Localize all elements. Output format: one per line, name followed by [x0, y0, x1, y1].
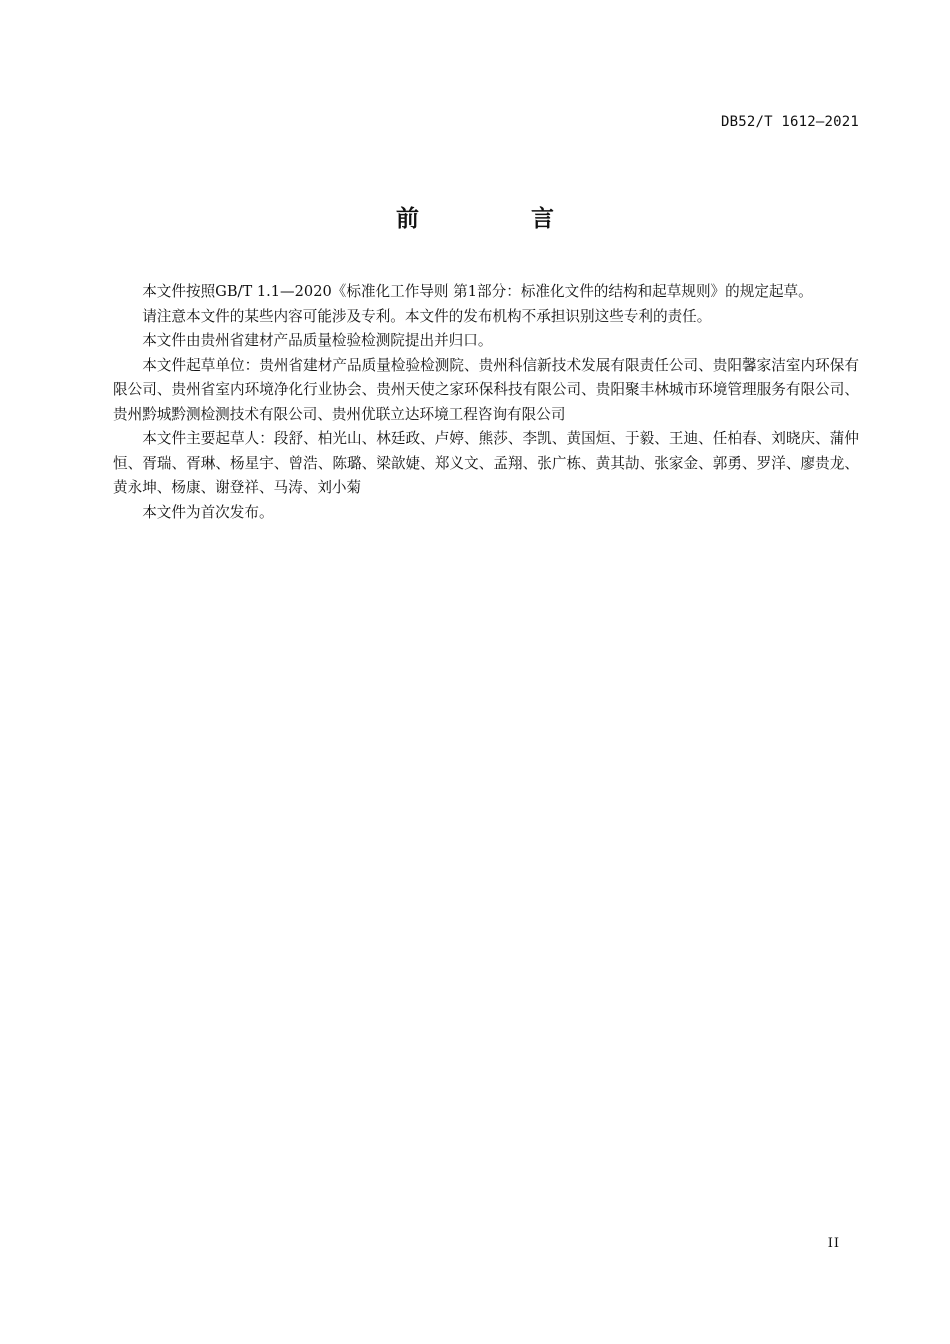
paragraph-drafting-units: 本文件起草单位：贵州省建材产品质量检验检测院、贵州科信新技术发展有限责任公司、贵阳馨家洁室内环保有限公司、贵州省室内环境净化行业协会、贵州天使之家环保科技有限公司、贵阳聚丰林城市环境管理服务有限公司、贵州黔城黔测检测技术有限公司、贵州优联立达环境工程咨询有限公司: [113, 356, 859, 423]
paragraph-first-release: 本文件为首次发布。: [142, 503, 274, 521]
paragraph-patent-notice: 请注意本文件的某些内容可能涉及专利。本文件的发布机构不承担识别这些专利的责任。: [142, 307, 712, 325]
paragraph-drafting-rules: 本文件按照GB/T 1.1—2020《标准化工作导则 第1部分：标准化文件的结构和起草规则》的规定起草。: [142, 283, 813, 300]
page-title: 前 言: [395, 206, 606, 232]
foreword-body: [113, 280, 859, 525]
paragraph-proposer: 本文件由贵州省建材产品质量检验检测院提出并归口。: [142, 332, 493, 349]
paragraph-drafters: 本文件主要起草人：段舒、柏光山、林廷政、卢婷、熊莎、李凯、黄国烜、于毅、王迪、任柏春、刘晓庆、蒲仲恒、胥瑞、胥琳、杨星宇、曾浩、陈璐、梁歆婕、郑义文、孟翔、张广栋、黄其劼、张家金、郭勇、罗洋、廖贵龙、黄永坤、杨康、谢登祥、马涛、刘小菊: [113, 430, 859, 496]
document-code: DB52/T 1612—2021: [720, 114, 859, 130]
page-number: II: [827, 1236, 840, 1251]
